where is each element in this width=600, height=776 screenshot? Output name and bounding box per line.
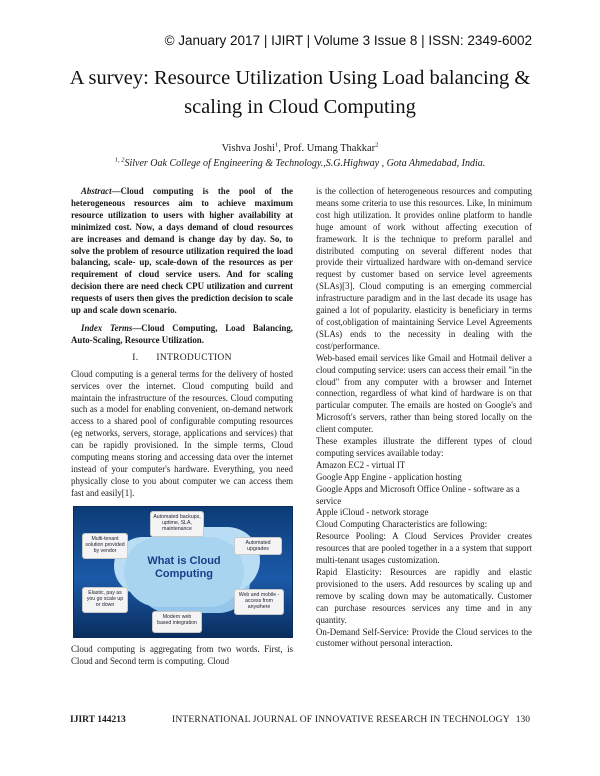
characteristic-self-service: On-Demand Self-Service: Provide the Cloud services to the customer without personal interaction.	[316, 626, 532, 649]
section-number: I.	[132, 352, 139, 363]
footer-paper-id: IJIRT 144213	[70, 715, 126, 725]
characteristic-rapid-elasticity: Rapid Elasticity: Resources are rapidly and elastic provisioned to the users. Add resources by scaling up and remove by scaling down may be automatically. Customer can purchase resources services any time and in any quantity.	[316, 567, 532, 625]
example-ec2: Amazon EC2 - virtual IT	[316, 459, 406, 470]
journal-citation-header: © January 2017 | IJIRT | Volume 3 Issue 8 | ISSN: 2349-6002	[164, 33, 532, 48]
example-icloud: Apple iCloud - network storage	[316, 507, 429, 518]
index-terms-lead: Index Terms	[81, 322, 133, 333]
abstract-lead: Abstract	[81, 186, 112, 196]
section-heading-introduction	[71, 353, 293, 365]
figure-box-multitenant: Multi-tenant solution provided by vendor	[82, 533, 128, 559]
figure-center-label: What is Cloud Computing	[147, 554, 221, 580]
footer-journal-name: INTERNATIONAL JOURNAL OF INNOVATIVE RESEARCH IN TECHNOLOGY	[172, 715, 510, 725]
author-1: Vishva Joshi	[221, 143, 275, 154]
abstract-text: —Cloud computing is the pool of the heterogeneous resources aim to achieve maximum resource utilization to users with higher availability at minimized cost. Now, a days demand of cloud resources are increases and demand is change day by day. So, to solve the problem of resource utilization required the load balancing, scale- up, scale-down of the resources as per requirement of cloud service users. And for scaling decision there are need check CPU utilization and current requests of users then gives the prediction decision to scale up and scale down scenario.	[71, 186, 293, 316]
left-column	[71, 186, 293, 667]
author-separator: ,	[278, 143, 284, 154]
title-line-1: A survey: Resource Utilization Using Load balancing &	[69, 67, 531, 89]
figure-box-backups: Automated backups, uptime, SLA, maintenance	[150, 511, 204, 537]
figure-box-integration: Modern web based integration	[152, 611, 202, 633]
figure-box-elastic: Elastic, pay as you go scale up or down	[82, 587, 128, 613]
example-google-apps: Google Apps and Microsoft Office Online - software as a service	[316, 483, 520, 506]
example-app-engine: Google App Engine - application hosting	[316, 471, 462, 482]
affiliation-sup: 1, 2	[114, 156, 125, 164]
characteristics-intro: Cloud Computing Characteristics are following:	[316, 519, 488, 530]
author-list	[40, 143, 560, 154]
abstract	[71, 186, 293, 317]
figure-box-upgrades: Automated upgrades	[234, 537, 282, 555]
figure-box-web-mobile: Web and mobile - access from anywhere	[234, 589, 284, 615]
title-line-2: scaling in Cloud Computing	[184, 96, 416, 118]
intro-paragraph-1: Cloud computing is a general terms for the delivery of hosted services over the internet. Cloud computing build and maintain the infrastructure of the resources. Cloud computing such as a model for enabling convenient, on-demand network access to a shared pool of configurable computing resources (eg networks, servers, storage, applications and services) that can be rapidly provisioned. In the simple terms, Cloud computing means storing and accessing data over the internet instead of your computer's hardware. Everything, you need physically close to you about computer we can access them fast and easily[1].	[71, 368, 293, 498]
author-2: Prof. Umang Thakkar	[283, 143, 376, 154]
right-paragraph-3: These examples illustrate the different types of cloud computing services available today:	[316, 436, 532, 458]
affiliation-text: Silver Oak College of Engineering & Technology.,S.G.Highway , Gota Ahmedabad, India.	[124, 158, 486, 169]
author-1-sup: 1	[274, 141, 279, 149]
characteristic-resource-pooling: Resource Pooling: A Cloud Services Provider creates resources that are pooled together in a a system that support multi-tenant usages customization.	[316, 531, 532, 566]
author-affiliation	[40, 158, 560, 169]
right-paragraph-1: is the collection of heterogeneous resources and computing means some criteria to use this resources. Like, In minimum cost high utilization. It provides online platform to handle huge amount of work without affecting execution of framework. It is the technique to preform parallel and distributed computing on several different nodes that provide their virtualized hardware with on-demand service request by customer based on service level agreements (SLAs)[3]. Cloud computing is an emerging commercial infrastructure paradigm and in the last decade its usage has gained a lot of popularity. elasticity is beneficiary in terms of cost,obligation of maintaining Service Level Agreements (SLAs) ends to the necessity in dealing with the cost/performance.	[316, 186, 532, 351]
paper-title	[40, 64, 560, 122]
index-terms-text: —Cloud Computing, Load Balancing, Auto-Scaling, Resource Utilization.	[71, 322, 294, 345]
index-terms	[71, 323, 293, 347]
right-column	[316, 186, 532, 650]
section-title: INTRODUCTION	[156, 352, 232, 363]
intro-paragraph-2: Cloud computing is aggregating from two words. First, is Cloud and Second term is computing. Cloud	[71, 643, 293, 666]
author-2-sup: 2	[375, 141, 379, 149]
footer-page-number: 130	[515, 715, 530, 725]
right-paragraph-2: Web-based email services like Gmail and Hotmail deliver a cloud computing service: users can access their email "in the cloud" from any computer with a browser and Internet connection, regardless of what kind of hardware is on that particular computer. The emails are hosted on Google's and Microsoft's servers, rather than being stored locally on the client computer.	[316, 352, 532, 435]
cloud-computing-figure	[73, 506, 293, 638]
